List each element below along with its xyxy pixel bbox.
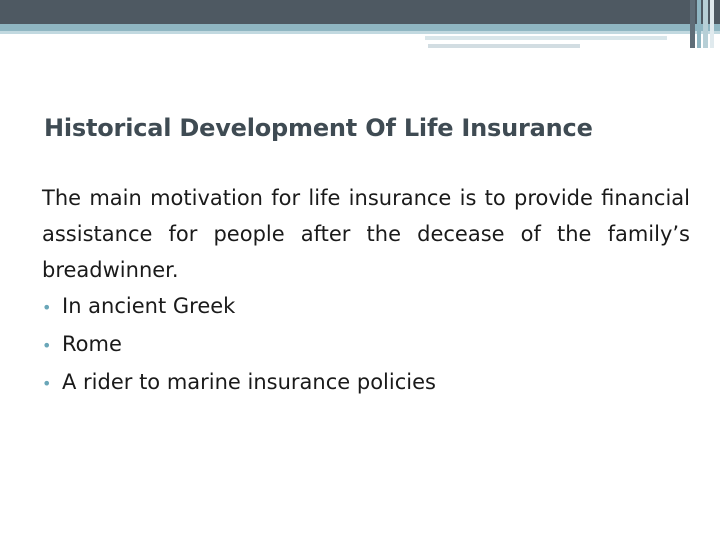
stripe bbox=[690, 0, 695, 48]
stripe bbox=[697, 0, 702, 48]
header-accent-band bbox=[0, 24, 720, 31]
list-item bbox=[42, 326, 690, 364]
bullet-text: Rome bbox=[62, 332, 122, 356]
list-item bbox=[42, 364, 690, 402]
header-accent-line bbox=[425, 36, 667, 40]
corner-stripes bbox=[690, 0, 714, 48]
stripe bbox=[703, 0, 708, 48]
bullet-text: A rider to marine insurance policies bbox=[62, 370, 436, 394]
intro-paragraph: The main motivation for life insurance is to provide financial assistance for people after the decease of the family’s breadwinner. bbox=[42, 186, 690, 282]
bullet-list bbox=[42, 288, 690, 402]
header-bar bbox=[0, 0, 720, 24]
header-accent-band-light bbox=[0, 31, 720, 34]
bullet-text: In ancient Greek bbox=[62, 294, 236, 318]
bullet-dot-icon: • bbox=[42, 298, 52, 317]
bullet-dot-icon: • bbox=[42, 336, 52, 355]
slide-title: Historical Development Of Life Insurance bbox=[44, 114, 593, 142]
bullet-dot-icon: • bbox=[42, 374, 52, 393]
stripe bbox=[710, 0, 715, 48]
list-item bbox=[42, 288, 690, 326]
header-accent-line-short bbox=[428, 44, 580, 48]
slide-body bbox=[42, 180, 690, 402]
